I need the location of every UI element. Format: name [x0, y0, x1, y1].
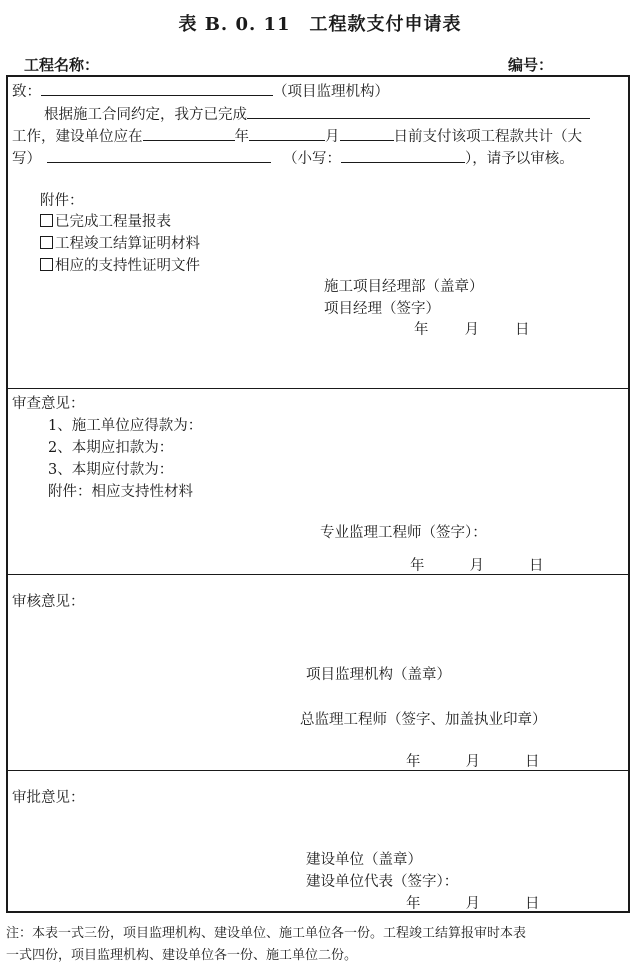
date-line: 年 月 日	[414, 322, 530, 338]
completed-work-blank[interactable]	[247, 103, 590, 119]
review-item: 2、本期应扣款为：	[48, 440, 174, 456]
pay-text: 日前支付该项工程款共计（大	[393, 129, 582, 145]
pay-year-blank[interactable]	[143, 125, 235, 141]
attachment-item: 工程竣工结算证明材料	[40, 232, 200, 253]
work-label: 工作，建设单位应在	[12, 129, 143, 145]
amount-line	[12, 147, 574, 168]
completed-work-text: 根据施工合同约定，我方已完成	[44, 107, 247, 123]
attachment-item: 相应的支持性证明文件	[40, 254, 200, 275]
attachment-item: 已完成工程量报表	[40, 210, 171, 231]
review-item: 3、本期应付款为：	[48, 462, 174, 478]
date-line: 年 月 日	[406, 754, 540, 770]
amount-lowercase-blank[interactable]	[341, 147, 465, 163]
recipient-blank[interactable]	[41, 80, 273, 96]
section-divider-1	[6, 388, 630, 389]
completed-work-line	[44, 103, 590, 124]
month-label: 月	[325, 129, 340, 145]
date-line: 年 月 日	[410, 558, 544, 574]
approval-opinion-label: 审批意见：	[12, 790, 85, 806]
checkbox-icon[interactable]	[40, 236, 53, 249]
small-write-label: （小写：	[283, 151, 341, 167]
chief-engineer-sign: 总监理工程师（签字、加盖执业印章）	[300, 712, 547, 728]
year-label: 年	[234, 129, 249, 145]
owner-stamp: 建设单位（盖章）	[306, 852, 422, 868]
review-request: ），请予以审核。	[465, 151, 574, 167]
attachments-label: 附件：	[40, 193, 84, 209]
supervisor-engineer-sign: 专业监理工程师（签字）：	[320, 525, 487, 541]
review-item: 1、施工单位应得款为：	[48, 418, 203, 434]
application-to-line	[12, 80, 389, 101]
note-line: 一式四份，项目监理机构、建设单位各一份、施工单位二份。	[6, 948, 358, 963]
note-line: 注：本表一式三份，项目监理机构、建设单位、施工单位各一份。工程竣工结算报审时本表	[6, 926, 527, 941]
project-manager-sign: 项目经理（签字）	[324, 301, 440, 317]
write-label: 写）	[12, 151, 41, 167]
amount-uppercase-blank[interactable]	[47, 147, 271, 163]
pay-day-blank[interactable]	[340, 125, 394, 141]
checkbox-icon[interactable]	[40, 258, 53, 271]
contractor-stamp: 施工项目经理部（盖章）	[324, 279, 484, 295]
to-label: 致：	[12, 84, 41, 100]
supervisor-org: （项目监理机构）	[273, 84, 389, 100]
checkbox-icon[interactable]	[40, 214, 53, 227]
pay-month-blank[interactable]	[249, 125, 325, 141]
owner-representative-sign: 建设单位代表（签字）：	[306, 874, 459, 890]
payment-date-line	[12, 125, 582, 146]
project-name-label: 工程名称：	[24, 56, 100, 74]
number-label: 编号：	[508, 56, 554, 74]
audit-opinion-label: 审核意见：	[12, 594, 85, 610]
date-line: 年 月 日	[406, 896, 540, 912]
form-title: 表 B. 0. 11 工程款支付申请表	[178, 14, 462, 35]
supervisor-org-stamp: 项目监理机构（盖章）	[306, 667, 451, 683]
review-opinion-label: 审查意见：	[12, 396, 85, 412]
review-attachment: 附件：相应支持性材料	[48, 484, 193, 500]
